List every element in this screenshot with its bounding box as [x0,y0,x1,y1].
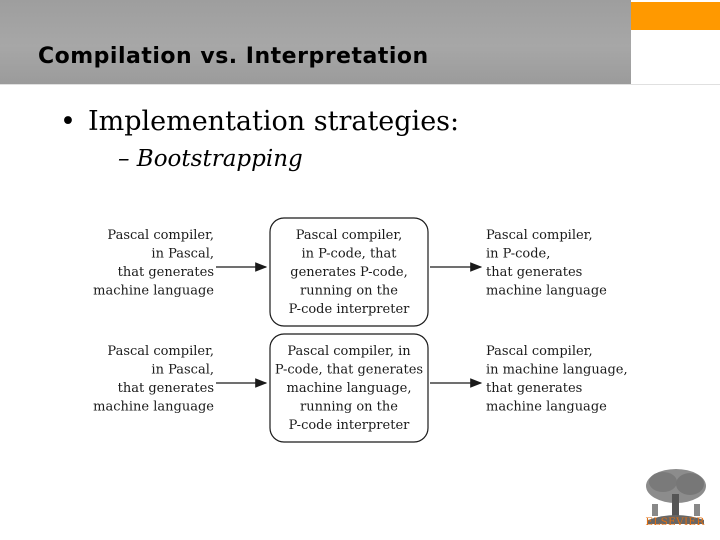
source-node-line: machine language [93,283,214,299]
result-node-line: that generates [486,265,583,280]
process-node-line: P-code, that generates [274,362,424,378]
process-node [275,344,423,433]
source-node-line: machine language [93,399,214,415]
process-node-line: running on the [300,399,398,415]
process-node-line: Pascal compiler, [295,228,403,243]
source-node [93,344,214,415]
source-node-line: in Pascal, [151,246,214,262]
process-node-line: P-code interpreter [288,302,410,317]
process-node-line: P-code interpreter [288,418,410,433]
source-node-line: Pascal compiler, [107,344,214,359]
slide-title: Compilation vs. Interpretation [38,44,429,69]
source-node-line: that generates [117,265,214,280]
process-node-line: Pascal compiler, in [287,344,411,359]
source-node-line: Pascal compiler, [107,228,214,243]
bullet-text: Implementation strategies: [87,106,460,137]
result-node-line: in P-code, [486,246,551,262]
bullet-dot: • [60,106,76,137]
process-node [289,228,410,317]
result-node [486,344,628,415]
result-node-line: machine language [486,399,607,415]
process-node-line: running on the [300,283,398,299]
result-node [486,228,607,299]
source-node [93,228,214,299]
result-node-line: machine language [486,283,607,299]
result-node-line: Pascal compiler, [486,228,593,243]
result-node-line: in machine language, [486,362,628,378]
process-node-line: in P-code, that [301,246,397,262]
source-node-line: in Pascal, [151,362,214,378]
process-node-line: machine language, [286,381,412,396]
elsevier-wordmark: ELSEVIER [645,516,705,528]
sub-bullet-item: – Bootstrapping [118,146,303,172]
process-node-line: generates P-code, [290,265,408,280]
source-node-line: that generates [117,381,214,396]
result-node-line: that generates [486,381,583,396]
result-node-line: Pascal compiler, [486,344,593,359]
